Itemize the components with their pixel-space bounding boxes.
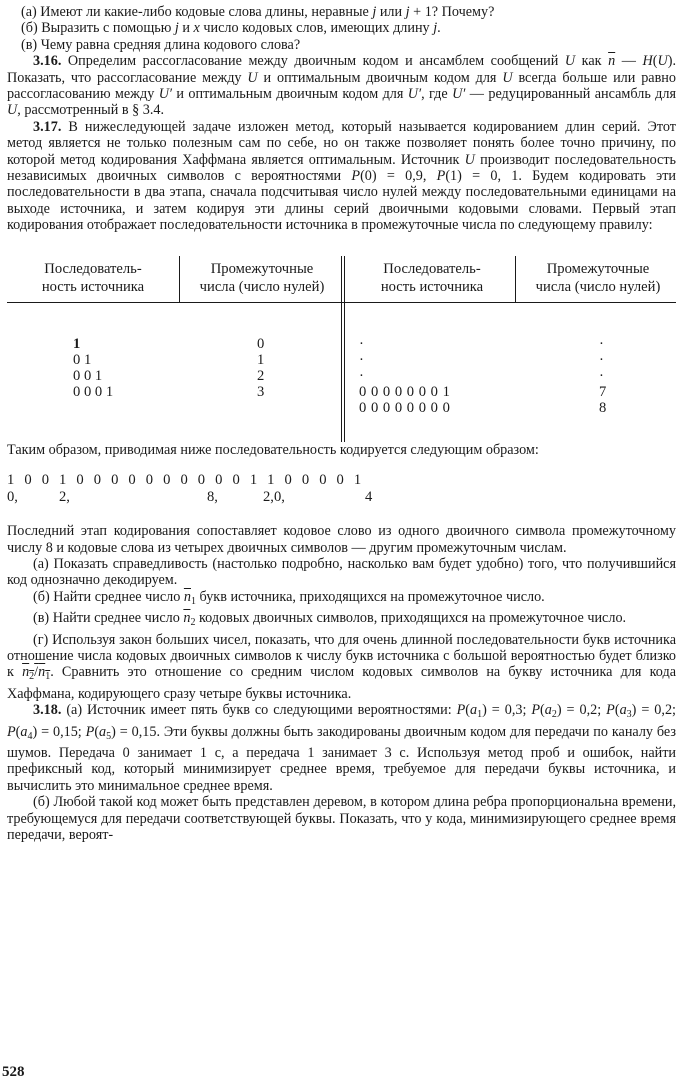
- code-2: 8,: [207, 489, 218, 506]
- table-header-4: Промежуточные числа (число нулей): [535, 260, 661, 295]
- table-cell: ·: [599, 335, 604, 352]
- problem-3-18: 3.18. (а) Источник имеет пять букв со следующими вероятностями: $P(a_1) = 0,3$; $P(a_2) = 0,2$; $P(a_3) = 0,2$; $P(a_4) = 0,15$; $P(a_5) = 0,15$. Эти буквы должны быть закодированы двоичным кодом для передачи по каналу без шумов. Передача 0 занимает 1 с, а передача 1 занимает 3 с. Используя метод проб и ошибок, найти префиксный код, который минимизирует среднее время, требуемое для передачи буквы источника, и вычислить это минимальное среднее время.: [7, 702, 676, 794]
- table-cell: 3: [257, 383, 265, 400]
- table-cell: 0 1: [73, 351, 92, 368]
- code-1: 2,: [59, 489, 70, 506]
- table-cell: ·: [359, 367, 364, 384]
- table-cell: 0: [257, 335, 265, 352]
- table-cell: 8: [599, 399, 607, 416]
- table-cell: 0 0 0 0 0 0 0 0: [359, 399, 451, 416]
- page-number: 528: [2, 1064, 25, 1080]
- table-cell: 7: [599, 383, 607, 400]
- table-header-2: Промежуточные числа (число нулей): [199, 260, 325, 295]
- item-v: (в) Найти среднее число $\overline{n}_2$ кодовых двоичных символов, приходящихся на промежуточное число.: [33, 610, 627, 629]
- table-cell: ·: [359, 351, 364, 368]
- page-body: [7, 4, 676, 843]
- problem-3-17: 3.17. В нижеследующей задаче изложен метод, который называется кодированием длин серий. Этот метод является не только полезным сам по себе, но он также позволяет понять более точно причину, по которой метод кодирования Хаффмана является оптимальным. Источник U производит последовательность независимых двоичных символов с вероятностями P(0) = 0,9, P(1) = 0, 1. Будем кодировать эти последовательности в два этапа, сначала подсчитывая число нулей между последовательными единицами на выходе источника, и затем кодируя эти длины серий двоичными кодовыми словами. Первый этап кодирования отображает последовательности источника в промежуточные числа по следующему правилу:: [7, 118, 676, 234]
- after-table-text: Таким образом, приводимая ниже последовательность кодируется следующим образом:: [7, 441, 539, 458]
- table-cell: 1: [257, 351, 265, 368]
- example-sequence: [7, 472, 676, 512]
- code-4: 4: [365, 489, 373, 506]
- table-cell: ·: [599, 351, 604, 368]
- column-rule: [179, 256, 180, 302]
- problem-number: 3.16.: [33, 53, 62, 70]
- table-cell: ·: [359, 335, 364, 352]
- table-cell: 0 0 0 0 0 0 0 1: [359, 383, 451, 400]
- problem-number: 3.17.: [33, 118, 62, 135]
- item-a: (а) Показать справедливость (настолько подробно, насколько вам будет удобно) того, что получившийся код однозначно декодируем.: [7, 555, 676, 589]
- table-cell: 2: [257, 367, 265, 384]
- problem-number: 3.18.: [33, 702, 62, 719]
- table-cell: 0 0 1: [73, 367, 103, 384]
- question-v-top: (в) Чему равна средняя длина кодового слова?: [21, 36, 301, 53]
- item-b: (б) Найти среднее число $\overline{n}_1$ букв источника, приходящихся на промежуточное число.: [33, 588, 545, 607]
- code-0: 0,: [7, 489, 18, 506]
- question-b-top: (б) Выразить с помощью j и x число кодовых слов, имеющих длину j.: [21, 20, 441, 37]
- table-header-1: Последователь- ность источника: [41, 260, 145, 295]
- table-header-3: Последователь- ность источника: [380, 260, 484, 295]
- problem-3-18-b: (б) Любой такой код может быть представлен деревом, в котором длина ребра пропорциональна времени, требующемуся для передачи соответствующей буквы. Показать, что у кода, минимизирующего среднее время передачи, вероят-: [7, 794, 676, 843]
- problem-3-16: 3.16. Определим рассогласование между двоичным кодом и ансамблем сообщений U как $\overline{n}$ — H(U). Показать, что рассогласование между U и оптимальным двоичным кодом для U всегда больше или равно рассогласованию между U′ и оптимальным двоичным кодом для U′, где U′ — редуцированный ансамбль для U, рассмотренный в § 3.4.: [7, 53, 676, 119]
- column-rule: [341, 256, 342, 442]
- last-stage-text: Последний этап кодирования сопоставляет кодовое слово из одного двоичного символа промежуточному числу 8 и кодовые слова из четырех двоичных символов — другим промежуточным числам.: [7, 523, 676, 556]
- run-length-table: [7, 256, 676, 442]
- code-3: 2,0,: [263, 489, 285, 506]
- table-cell: 1: [73, 335, 81, 352]
- item-g: (г) Используя закон больших чисел, показать, что для очень длинной последовательности букв источника отношение числа кодовых двоичных символов к числу букв источника с большой вероятностью будет близко к $n_2/n_1$. Сравнить это отношение со средним числом кодовых символов на букву источника для кода Хаффмана, кодирующего сразу четыре буквы источника.: [7, 631, 676, 702]
- column-rule: [344, 256, 345, 442]
- binary-sequence: 1 0 0 1 0 0 0 0 0 0 0 0 0 0 1 1 0 0 0 0 1: [7, 472, 365, 489]
- question-a-top: (а) Имеют ли какие-либо кодовые слова длины, неравные j или j + 1? Почему?: [21, 4, 495, 20]
- column-rule: [515, 256, 516, 302]
- table-cell: 0 0 0 1: [73, 383, 114, 400]
- table-cell: ·: [599, 367, 604, 384]
